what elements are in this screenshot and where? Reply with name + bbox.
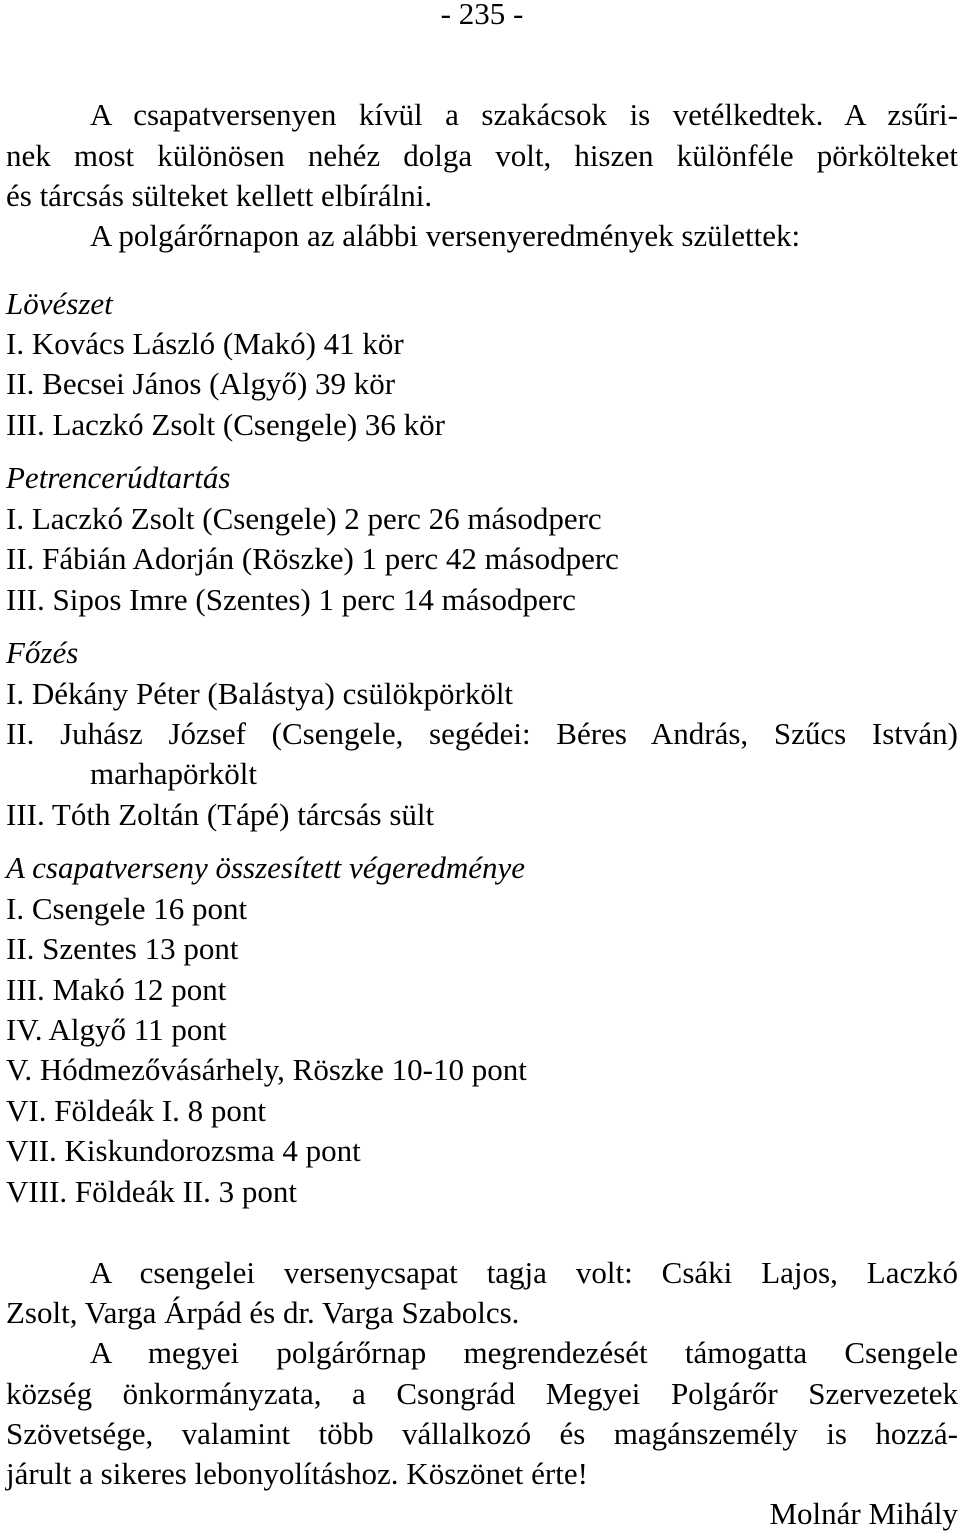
pitchfork-result-1: I. Laczkó Zsolt (Csengele) 2 perc 26 másodperc [6,501,602,536]
cooking-result-3: III. Tóth Zoltán (Tápé) tárcsás sült [6,797,435,832]
cooking-result-2: II. Juhász József (Csengele, segédei: Béres András, Szűcs István) [6,716,958,751]
team-result-7: VII. Kiskundorozsma 4 pont [6,1133,361,1168]
shooting-result-2: II. Becsei János (Algyő) 39 kör [6,366,396,401]
shooting-result-1: I. Kovács László (Makó) 41 kör [6,326,404,361]
closing-p2-line-3: Szövetsége, valamint több vállalkozó és magánszemély is hozzá- [6,1416,958,1451]
intro-line-4: A polgárőrnapon az alábbi versenyeredmények születtek: [90,218,801,253]
team-result-4: IV. Algyő 11 pont [6,1012,227,1047]
team-result-5: V. Hódmezővásárhely, Röszke 10-10 pont [6,1052,527,1087]
closing-p1-line-2: Zsolt, Varga Árpád és dr. Varga Szabolcs. [6,1295,520,1330]
team-result-8: VIII. Földeák II. 3 pont [6,1174,297,1209]
section-title-pitchfork: Petrencerúdtartás [6,460,231,495]
section-title-team: A csapatverseny összesített végeredménye [6,850,526,885]
page-number: - 235 - [440,0,524,31]
pitchfork-result-2: II. Fábián Adorján (Röszke) 1 perc 42 másodperc [6,541,619,576]
closing-p2-line-1: A megyei polgárőrnap megrendezését támogatta Csengele [90,1335,958,1370]
document-page [6,0,958,1538]
section-title-shooting: Lövészet [6,286,113,321]
author-signature: Molnár Mihály [769,1496,958,1531]
intro-line-1: A csapatversenyen kívül a szakácsok is vetélkedtek. A zsűri- [90,97,958,132]
team-result-1: I. Csengele 16 pont [6,891,248,926]
section-title-cooking: Főzés [6,635,79,670]
pitchfork-result-3: III. Sipos Imre (Szentes) 1 perc 14 másodperc [6,582,576,617]
cooking-result-2-cont: marhapörkölt [90,756,258,791]
intro-line-2: nek most különösen nehéz dolga volt, hiszen különféle pörkölteket [6,138,958,173]
team-result-2: II. Szentes 13 pont [6,931,239,966]
closing-p2-line-2: község önkormányzata, a Csongrád Megyei Polgárőr Szervezetek [6,1376,958,1411]
team-result-3: III. Makó 12 pont [6,972,227,1007]
shooting-result-3: III. Laczkó Zsolt (Csengele) 36 kör [6,407,446,442]
closing-p1-line-1: A csengelei versenycsapat tagja volt: Csáki Lajos, Laczkó [90,1255,958,1290]
cooking-result-1: I. Dékány Péter (Balástya) csülökpörkölt [6,676,514,711]
team-result-6: VI. Földeák I. 8 pont [6,1093,267,1128]
closing-p2-line-4: járult a sikeres lebonyolításhoz. Köszönet érte! [6,1456,588,1491]
intro-line-3: és tárcsás sülteket kellett elbírálni. [6,178,433,213]
